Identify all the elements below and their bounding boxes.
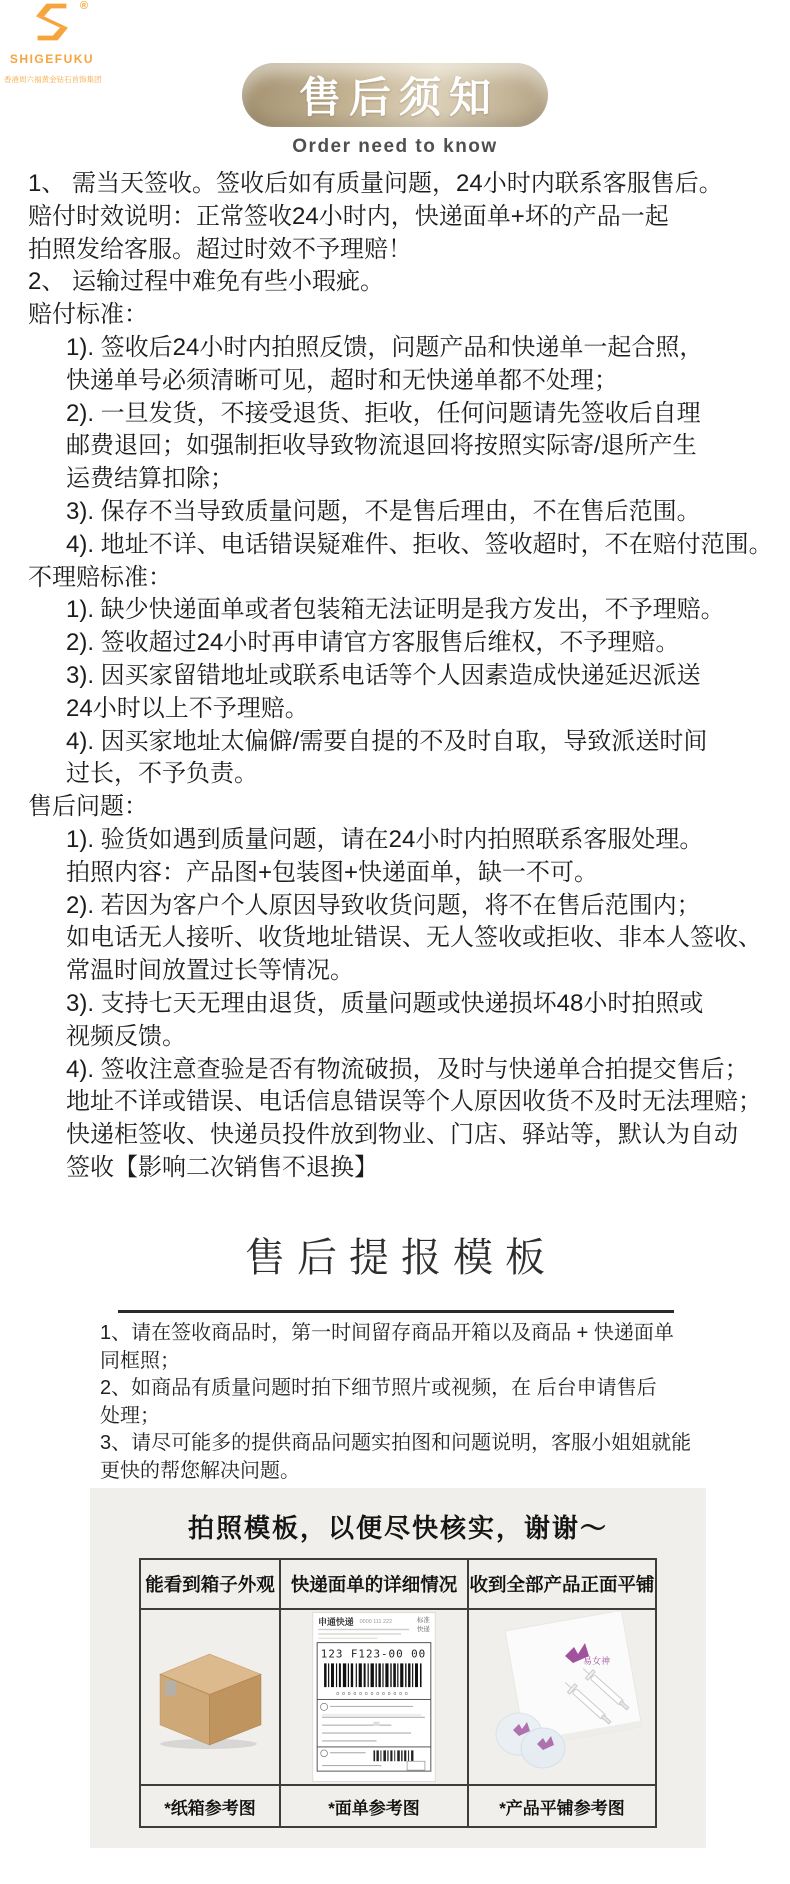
notice-line: 赔付标准：	[28, 301, 148, 329]
column-header-products: 收到全部产品正面平铺	[469, 1560, 655, 1610]
notice-line: 1). 签收后24小时内拍照反馈，问题产品和快递单一起合照，	[66, 333, 704, 361]
notice-line: 邮费退回；如强制拒收导致物流退回将按照实际寄/退所产生	[66, 432, 697, 460]
notice-line: 1、 需当天签收。签收后如有质量问题，24小时内联系客服售后。	[28, 170, 723, 197]
notice-line: 3). 保存不当导致质量问题，不是售后理由，不在售后范围。	[66, 497, 701, 525]
label-service-text-2: 快递	[416, 1625, 430, 1633]
notice-line: 过长，不予负责。	[66, 760, 258, 788]
notice-line: 签收【影响二次销售不退换】	[66, 1153, 378, 1181]
column-header-box: 能看到箱子外观	[141, 1560, 281, 1610]
brand-logo	[4, 2, 100, 85]
notice-line: 常温时间放置过长等情况。	[66, 957, 354, 985]
after-sales-banner	[242, 63, 548, 127]
brand-s-icon	[32, 2, 72, 42]
report-note-line: 处理；	[100, 1404, 160, 1427]
title-divider	[118, 1310, 674, 1313]
notice-line: 地址不详或错误、电话信息错误等个人原因收货不及时无法理赔；	[66, 1088, 762, 1116]
notice-line: 4). 地址不详、电话错误疑难件、拒收、签收超时，不在赔付范围。	[66, 530, 773, 558]
table-cell-products-photo	[469, 1610, 655, 1786]
label-service-text-1: 标准	[416, 1616, 430, 1624]
notice-line: 拍照内容：产品图+包装图+快递面单，缺一不可。	[66, 858, 599, 886]
photo-example-table	[139, 1558, 657, 1828]
notice-line: 如电话无人接听、收货地址错误、无人签收或拒收、非本人签收、	[66, 924, 762, 952]
notice-line: 拍照发给客服。超过时效不予理赔！	[28, 235, 412, 263]
cardboard-box-image	[152, 1643, 268, 1751]
report-note-line: 同框照；	[100, 1349, 180, 1372]
notice-line: 视频反馈。	[66, 1022, 186, 1050]
notice-line: 快递柜签收、快递员投件放到物业、门店、驿站等，默认为自动	[66, 1121, 738, 1149]
notice-line: 4). 签收注意查验是否有物流破损，及时与快递单合拍提交售后；	[66, 1055, 749, 1083]
shipping-label-image	[312, 1612, 436, 1782]
svg-text:易女神: 易女神	[583, 1656, 611, 1666]
report-template-title: 售后提报模板	[245, 1236, 557, 1280]
brand-name: SHIGEFUKU	[9, 52, 95, 66]
notice-line: 24小时以上不予理赔。	[66, 694, 309, 722]
notice-line: 2). 签收超过24小时再申请官方客服售后维权，不予理赔。	[66, 629, 680, 657]
notice-line: 2、 运输过程中难免有些小瑕疵。	[28, 268, 385, 296]
report-note-line: 2、如商品有质量问题时拍下细节照片或视频，在 后台申请售后	[100, 1377, 657, 1399]
label-barcode-digits: 0000000000000	[336, 1692, 411, 1698]
notice-line: 不理赔标准：	[28, 563, 172, 591]
notice-line: 1). 验货如遇到质量问题，请在24小时内拍照联系客服处理。	[66, 825, 704, 853]
banner-subtitle: Order need to know	[292, 136, 498, 157]
label-number-text: 123 F123-00 00	[320, 1647, 427, 1661]
label-code-text: 0000 111 222	[359, 1618, 393, 1625]
notice-line: 2). 若因为客户个人原因导致收货问题，将不在售后范围内；	[66, 891, 701, 919]
caption-label: *面单参考图	[281, 1786, 469, 1826]
table-cell-box-photo	[141, 1610, 281, 1786]
notice-line: 运费结算扣除；	[66, 465, 234, 493]
notice-line: 3). 支持七天无理由退货，质量问题或快递损坏48小时拍照或	[66, 989, 704, 1017]
notice-line: 售后问题：	[28, 793, 148, 821]
notice-text-block	[28, 168, 776, 1185]
caption-box: *纸箱参考图	[141, 1786, 281, 1826]
report-notes-block	[100, 1320, 710, 1485]
banner-title: 售后须知	[298, 74, 499, 121]
report-note-line: 1、请在签收商品时，第一时间留存商品开箱以及商品 + 快递面单	[100, 1322, 674, 1344]
label-courier-text: 申通快递	[318, 1616, 354, 1627]
report-note-line: 更快的帮您解决问题。	[100, 1459, 300, 1482]
notice-line: 1). 缺少快递面单或者包装箱无法证明是我方发出，不予理赔。	[66, 596, 725, 624]
notice-line: 2). 一旦发货，不接受退货、拒收，任何问题请先签收后自理	[66, 399, 701, 427]
caption-products: *产品平铺参考图	[499, 1798, 625, 1818]
registered-mark: ®	[79, 0, 88, 12]
notice-line: 赔付时效说明：正常签收24小时内，快递面单+坏的产品一起	[28, 202, 669, 230]
notice-line: 快递单号必须清晰可见，超时和无快递单都不处理；	[66, 366, 618, 394]
products-flat-image	[477, 1612, 647, 1782]
photo-template-card	[90, 1488, 706, 1848]
report-note-line: 3、请尽可能多的提供商品问题实拍图和问题说明，客服小姐姐就能	[100, 1432, 692, 1454]
brand-tagline: 香港周六福黄金钻石首饰集团	[4, 75, 102, 84]
notice-line: 3). 因买家留错地址或联系电话等个人因素造成快递延迟派送	[66, 661, 701, 689]
notice-line: 4). 因买家地址太偏僻/需要自提的不及时自取，导致派送时间	[66, 727, 708, 755]
table-cell-label-photo	[281, 1610, 469, 1786]
photo-card-title: 拍照模板，以便尽快核实，谢谢～	[187, 1513, 608, 1543]
column-header-label: 快递面单的详细情况	[281, 1560, 469, 1610]
